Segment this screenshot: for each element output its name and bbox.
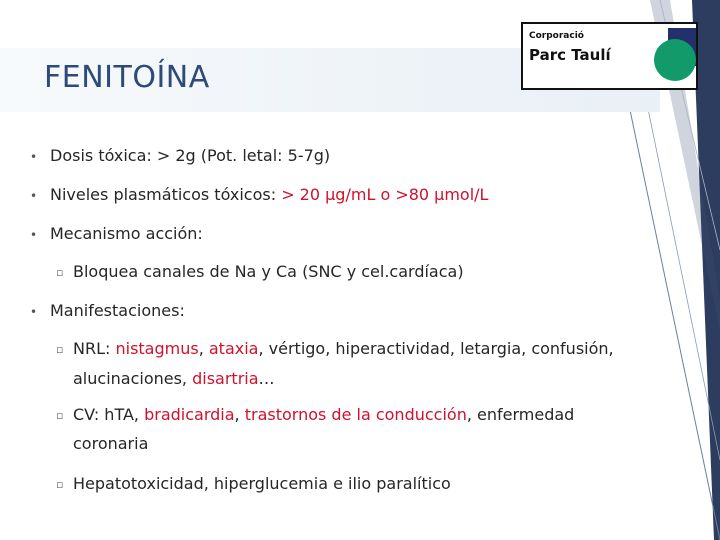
- bullet-mecanismo: Mecanismo acción:: [50, 224, 203, 243]
- nrl-label: NRL:: [73, 339, 116, 358]
- sub-bullet-mark: ▫: [56, 266, 64, 279]
- bullet-dot: •: [30, 305, 38, 319]
- niveles-value: > 20 µg/mL o >80 µmol/L: [281, 185, 489, 204]
- logo-line-1: Corporació: [529, 31, 584, 41]
- bullet-dosis: Dosis tóxica: > 2g (Pot. letal: 5-7g): [50, 146, 331, 165]
- parc-tauli-logo: [521, 22, 698, 90]
- cv-ta: TA,: [114, 405, 145, 424]
- bullet-dot: •: [30, 150, 38, 164]
- cv-bradicardia: bradicardia: [144, 405, 235, 424]
- logo-green-circle: [654, 39, 696, 81]
- bullet-dot: •: [30, 189, 38, 203]
- nrl-alucinaciones: alucinaciones,: [73, 369, 193, 388]
- cv-label: CV: h: [73, 405, 115, 424]
- cv-sep: ,: [234, 405, 245, 424]
- bullet-dot: •: [30, 228, 38, 242]
- logo-line-2: Parc Taulí: [529, 46, 611, 64]
- nrl-nistagmus: nistagmus: [115, 339, 199, 358]
- sub-bullet-nrl-line2: [73, 366, 275, 392]
- sub-bullet-mark: ▫: [56, 409, 64, 422]
- nrl-disartria: disartria: [192, 369, 259, 388]
- nrl-sep: ,: [198, 339, 209, 358]
- cv-trastornos: trastornos de la conducción: [244, 405, 467, 424]
- sub-bullet-cv-line2: coronaria: [73, 434, 149, 453]
- bullet-manifestaciones: Manifestaciones:: [50, 301, 185, 320]
- sub-bullet-bloquea: Bloquea canales de Na y Ca (SNC y cel.cardíaca): [73, 262, 464, 281]
- bullet-niveles: [50, 182, 488, 208]
- nrl-rest: , vértigo, hiperactividad, letargia, confusión,: [258, 339, 614, 358]
- sub-bullet-cv-line1: [73, 402, 574, 428]
- sub-bullet-mark: ▫: [56, 478, 64, 491]
- nrl-ellipsis: …: [258, 369, 275, 388]
- niveles-label: Niveles plasmáticos tóxicos:: [50, 185, 282, 204]
- sub-bullet-nrl-line1: [73, 336, 614, 362]
- nrl-ataxia: ataxia: [208, 339, 259, 358]
- sub-bullet-mark: ▫: [56, 343, 64, 356]
- slide-title: FENITOÍNA: [44, 60, 210, 95]
- cv-enfermedad: , enfermedad: [466, 405, 575, 424]
- sub-bullet-hepatotoxicidad: Hepatotoxicidad, hiperglucemia e ilio paralítico: [73, 474, 451, 493]
